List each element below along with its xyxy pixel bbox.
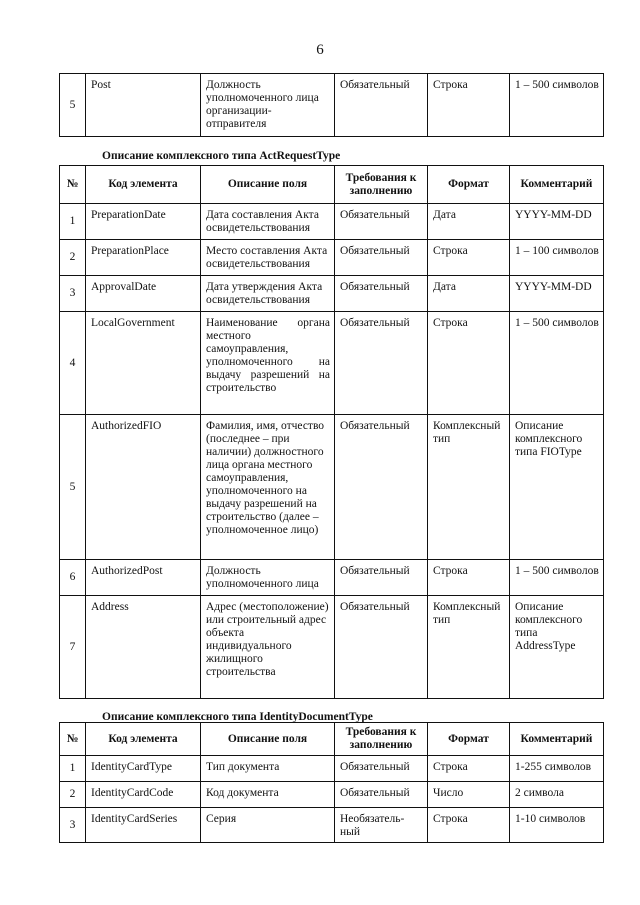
- table-caption: Описание комплексного типа IdentityDocumentType: [102, 711, 373, 723]
- column-header: №: [60, 166, 86, 204]
- table-row: [60, 74, 604, 137]
- column-header: Описание поля: [201, 166, 335, 204]
- column-header: Формат: [428, 723, 510, 756]
- fill-requirement: Обязательный: [335, 596, 428, 699]
- fill-requirement: Обязательный: [335, 415, 428, 560]
- table-row: [60, 756, 604, 782]
- field-description: Дата составления Акта освидетельствования: [201, 204, 335, 240]
- element-code: AuthorizedFIO: [86, 415, 201, 560]
- field-format: Строка: [428, 808, 510, 843]
- field-comment: 2 символа: [510, 782, 604, 808]
- element-code: Post: [86, 74, 201, 137]
- column-header: Код элемента: [86, 723, 201, 756]
- act-request-type-table: [59, 165, 604, 699]
- field-description: Серия: [201, 808, 335, 843]
- field-description: Место составления Акта освидетельствования: [201, 240, 335, 276]
- element-code: Address: [86, 596, 201, 699]
- row-number: 1: [60, 204, 86, 240]
- table-row: [60, 415, 604, 560]
- row-number: 7: [60, 596, 86, 699]
- row-number: 2: [60, 782, 86, 808]
- field-format: Строка: [428, 560, 510, 596]
- column-header: Описание поля: [201, 723, 335, 756]
- table-row: [60, 240, 604, 276]
- column-header: Требования к заполнению: [335, 166, 428, 204]
- table-header-row: [60, 166, 604, 204]
- row-number: 3: [60, 276, 86, 312]
- fill-requirement: Обязательный: [335, 74, 428, 137]
- element-code: AuthorizedPost: [86, 560, 201, 596]
- field-description: Должность уполномоченного лица: [201, 560, 335, 596]
- field-comment: 1-10 символов: [510, 808, 604, 843]
- field-comment: 1 – 100 символов: [510, 240, 604, 276]
- column-header: Комментарий: [510, 723, 604, 756]
- field-format: Строка: [428, 240, 510, 276]
- field-description: Должность уполномоченного лица организации-отправителя: [201, 74, 335, 137]
- field-description: Наименование органа местного самоуправления, уполномоченного на выдачу разрешений на строительство: [201, 312, 335, 415]
- element-code: IdentityCardCode: [86, 782, 201, 808]
- column-header: №: [60, 723, 86, 756]
- table-row: [60, 560, 604, 596]
- fill-requirement: Обязательный: [335, 782, 428, 808]
- row-number: 1: [60, 756, 86, 782]
- field-description: Адрес (местоположение) или строительный адрес объекта индивидуального жилищного строительства: [201, 596, 335, 699]
- column-header: Формат: [428, 166, 510, 204]
- element-code: IdentityCardType: [86, 756, 201, 782]
- element-code: IdentityCardSeries: [86, 808, 201, 843]
- fill-requirement: Обязательный: [335, 276, 428, 312]
- table-row: [60, 596, 604, 699]
- field-comment: Описание комплексного типа FIOType: [510, 415, 604, 560]
- element-code: ApprovalDate: [86, 276, 201, 312]
- field-format: Дата: [428, 276, 510, 312]
- page-number: 6: [316, 42, 324, 58]
- table-row: [60, 276, 604, 312]
- table-row: [60, 312, 604, 415]
- field-description: Фамилия, имя, отчество (последнее – при наличии) должностного лица органа местного самоуправления, уполномоченного на выдачу разрешений на строительство (далее – уполномоченное лицо): [201, 415, 335, 560]
- identity-document-type-table: [59, 722, 604, 843]
- column-header: Код элемента: [86, 166, 201, 204]
- field-format: Строка: [428, 756, 510, 782]
- fill-requirement: Необязатель-ный: [335, 808, 428, 843]
- field-comment: 1-255 символов: [510, 756, 604, 782]
- field-description: Код документа: [201, 782, 335, 808]
- field-comment: YYYY-MM-DD: [510, 276, 604, 312]
- field-comment: 1 – 500 символов: [510, 560, 604, 596]
- field-comment: 1 – 500 символов: [510, 74, 604, 137]
- fill-requirement: Обязательный: [335, 560, 428, 596]
- column-header: Комментарий: [510, 166, 604, 204]
- row-number: 5: [60, 74, 86, 137]
- fill-requirement: Обязательный: [335, 240, 428, 276]
- field-format: Комплексный тип: [428, 415, 510, 560]
- element-code: LocalGovernment: [86, 312, 201, 415]
- table-header-row: [60, 723, 604, 756]
- field-format: Число: [428, 782, 510, 808]
- column-header: Требования к заполнению: [335, 723, 428, 756]
- table-row: [60, 782, 604, 808]
- table-row: [60, 204, 604, 240]
- field-format: Дата: [428, 204, 510, 240]
- continuation-table: [59, 73, 604, 137]
- table-row: [60, 808, 604, 843]
- fill-requirement: Обязательный: [335, 204, 428, 240]
- field-comment: 1 – 500 символов: [510, 312, 604, 415]
- field-format: Строка: [428, 74, 510, 137]
- fill-requirement: Обязательный: [335, 312, 428, 415]
- row-number: 4: [60, 312, 86, 415]
- field-description: Дата утверждения Акта освидетельствования: [201, 276, 335, 312]
- row-number: 2: [60, 240, 86, 276]
- field-format: Строка: [428, 312, 510, 415]
- element-code: PreparationDate: [86, 204, 201, 240]
- field-format: Комплексный тип: [428, 596, 510, 699]
- row-number: 6: [60, 560, 86, 596]
- fill-requirement: Обязательный: [335, 756, 428, 782]
- field-comment: Описание комплексного типа AddressType: [510, 596, 604, 699]
- field-comment: YYYY-MM-DD: [510, 204, 604, 240]
- row-number: 5: [60, 415, 86, 560]
- element-code: PreparationPlace: [86, 240, 201, 276]
- table-caption: Описание комплексного типа ActRequestType: [102, 150, 341, 162]
- field-description: Тип документа: [201, 756, 335, 782]
- row-number: 3: [60, 808, 86, 843]
